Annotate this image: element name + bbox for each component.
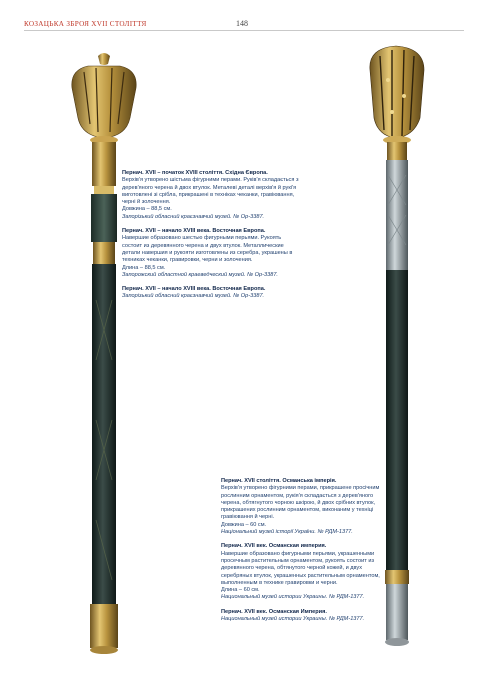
caption-measure: Длина – 60 см. [221, 587, 260, 594]
caption-block-top [122, 170, 302, 308]
caption-entry-ukrainian [122, 170, 302, 221]
pernach-left-image [72, 53, 136, 654]
caption-title: Пернач. XVII – начало XVIII века. Восточная Европа. [122, 286, 266, 293]
caption-entry-short [221, 609, 389, 624]
caption-collection: Национальный музей истории Украины. № РДМ-1377. [221, 594, 365, 601]
caption-collection: Запорізький обласний краєзнавчий музей. № Ор-3387. [122, 213, 265, 220]
page-number: 148 [236, 19, 248, 28]
caption-entry-ukrainian [221, 478, 389, 536]
caption-description: Верхів'я утворено фігурними перами, прикрашене просічним рослинним орнаментом, рукія'я складається з дерев'яного черена, обтягнутого чорною шкірою, й двох срібних втулок, прикрашених рослинним орнаментом, виконаним у техніці гравіювання й черні. [221, 485, 380, 521]
caption-measure: Длина – 88,5 см. [122, 264, 166, 271]
caption-block-bottom [221, 478, 389, 630]
caption-title: Пернач. XVII століття. Османська імперія. [221, 478, 337, 484]
caption-entry-russian [221, 543, 389, 601]
caption-title: Пернач. XVII – начало XVIII века. Восточная Европа. [122, 228, 266, 235]
caption-title: Пернач. XVII век. Османская империя. [221, 543, 327, 550]
caption-collection: Національний музей історії України. № РДМ-1377. [221, 529, 353, 536]
caption-entry-short [122, 286, 302, 301]
caption-description: Навершие образовано фигурными перьями, украшенными просечным растительным орнаментом, рукоять состоит из деревянного черена, обтянутого черной кожей, и двух серебряных втулок, украшенных растительным орнаментом, выполненным в технике гравировки и черни. [221, 550, 380, 586]
running-title: КОЗАЦЬКА ЗБРОЯ XVII СТОЛІТТЯ [24, 20, 147, 28]
caption-collection: Национальный музей истории Украины. № РДМ-1377. [221, 616, 365, 623]
caption-description: Верхів'я утворено шістьма фігурними перами. Руків'я складається з дерев'яного черена й двох втулок. Металеві деталі верхів'я й рукі'я виготовлені зі срібла, прикрашені в техніках чеканки, гравіювання, черні й золочення. [122, 177, 299, 206]
caption-measure: Довжина – 88,5 см. [122, 206, 172, 213]
caption-measure: Довжина – 60 см. [221, 521, 267, 528]
caption-collection: Запорізький обласний краєзнавчий музей. № Ор-3387. [122, 293, 265, 300]
caption-collection: Запорожский областной краеведческий музей. № Ор-3387. [122, 271, 278, 278]
caption-title: Пернач. XVII – початок XVIII століття. Східна Європа. [122, 170, 268, 176]
caption-description: Навершие образовано шестью фигурными перьями. Рукоять состоит из деревянного черена и двух втулок. Металлические детали навершия и рукояти изготовлены из серебра, украшены в техниках чеканки, гравировки, черни и золочения. [122, 235, 293, 264]
caption-title: Пернач. XVII век. Османская Империя. [221, 608, 327, 615]
caption-entry-russian [122, 228, 302, 279]
